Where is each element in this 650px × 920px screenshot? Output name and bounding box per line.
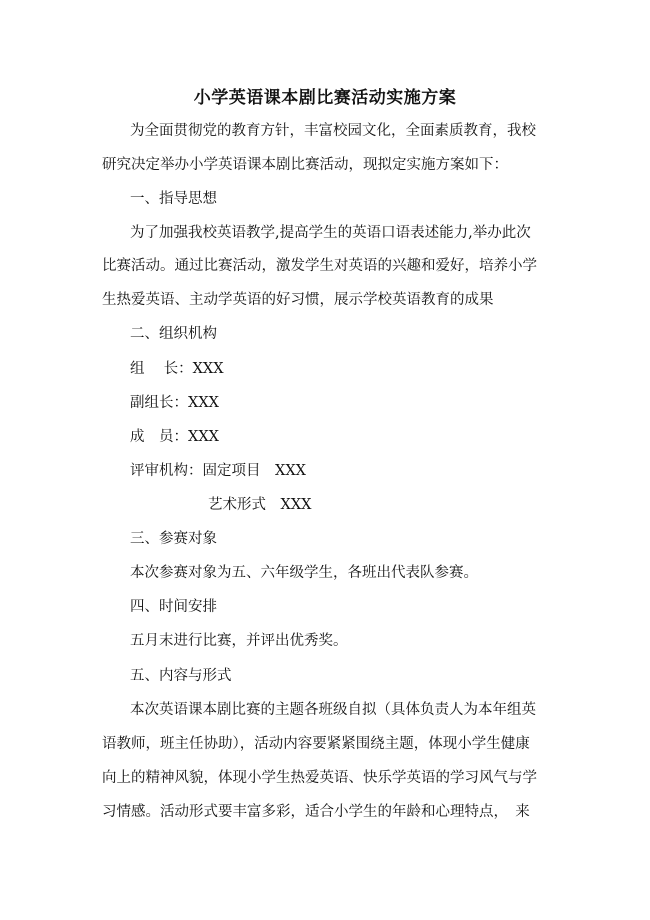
section-heading: 四、时间安排	[130, 599, 217, 615]
paragraph-line: 比赛活动。通过比赛活动，激发学生对英语的兴趣和爱好，培养小学	[102, 258, 537, 274]
section-heading: 三、参赛对象	[130, 531, 217, 547]
section-heading: 五、内容与形式	[130, 668, 232, 684]
paragraph-line: 为了加强我校英语教学,提高学生的英语口语表述能力,举办此次	[130, 225, 531, 241]
paragraph-line: 本次英语课本剧比赛的主题各班级自拟（具体负责人为本年组英	[130, 702, 536, 718]
section-heading: 二、组织机构	[130, 326, 217, 342]
org-line-members: 成 员：XXX	[130, 429, 219, 445]
paragraph-line: 生热爱英语、主动学英语的好习惯，展示学校英语教育的成果	[102, 292, 494, 308]
section-heading: 一、指导思想	[130, 191, 217, 207]
org-line-leader: 组 长：XXX	[130, 361, 224, 377]
org-line-judges: 评审机构：固定项目 XXX	[130, 463, 306, 479]
paragraph-line: 为全面贯彻党的教育方针，丰富校园文化，全面素质教育，我校	[130, 123, 536, 139]
document-title: 小学英语课本剧比赛活动实施方案	[193, 88, 457, 108]
paragraph-line: 研究决定举办小学英语课本剧比赛活动，现拟定实施方案如下：	[102, 157, 508, 173]
paragraph-line: 语教师，班主任协助），活动内容要紧紧围绕主题，体现小学生健康	[102, 736, 530, 752]
paragraph-line: 本次参赛对象为五、六年级学生，各班出代表队参赛。	[130, 565, 478, 581]
paragraph-line: 五月末进行比赛，并评出优秀奖。	[130, 633, 348, 649]
org-line-deputy: 副组长：XXX	[130, 395, 219, 411]
org-line-art-form: 艺术形式 XXX	[208, 497, 312, 513]
paragraph-line: 向上的精神风貌，体现小学生热爱英语、快乐学英语的学习风气与学	[102, 770, 537, 786]
paragraph-line: 习情感。活动形式要丰富多彩，适合小学生的年龄和心理特点， 来	[102, 804, 530, 820]
